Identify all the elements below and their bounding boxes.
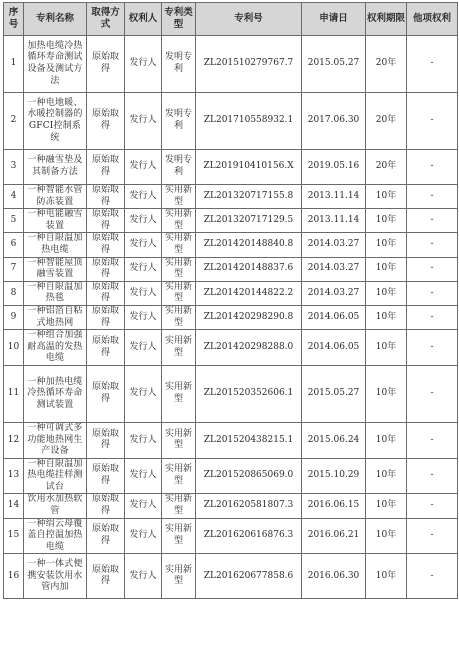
cell-date: 2019.05.16: [302, 150, 366, 185]
cell-no: 2: [4, 93, 24, 150]
cell-name: 一种加热电缆冷热循环寿命测试装置: [24, 365, 87, 422]
cell-type: 实用新型: [162, 554, 196, 599]
cell-name: 加热电缆冷热循环寿命测试设备及测试方法: [24, 36, 87, 93]
cell-other-rights: -: [407, 281, 458, 305]
cell-type: 实用新型: [162, 458, 196, 494]
cell-patent-no: ZL201420298288.0: [196, 330, 302, 366]
cell-type: 实用新型: [162, 185, 196, 209]
cell-type: 发明专利: [162, 93, 196, 150]
cell-type: 实用新型: [162, 365, 196, 422]
cell-holder: 发行人: [125, 518, 162, 554]
cell-acquisition: 原始取得: [87, 518, 125, 554]
cell-term: 10年: [366, 305, 407, 329]
cell-holder: 发行人: [125, 257, 162, 281]
cell-acquisition: 原始取得: [87, 281, 125, 305]
cell-term: 10年: [366, 209, 407, 233]
cell-acquisition: 原始取得: [87, 305, 125, 329]
cell-holder: 发行人: [125, 36, 162, 93]
cell-name: 一种铝箔自粘式地热网: [24, 305, 87, 329]
cell-other-rights: -: [407, 233, 458, 257]
cell-date: 2017.06.30: [302, 93, 366, 150]
cell-name: 一种自限温加热毯: [24, 281, 87, 305]
header-type: 专利类型: [162, 3, 196, 36]
cell-other-rights: -: [407, 494, 458, 518]
cell-term: 10年: [366, 458, 407, 494]
cell-type: 实用新型: [162, 305, 196, 329]
cell-term: 20年: [366, 93, 407, 150]
cell-acquisition: 原始取得: [87, 494, 125, 518]
table-header-row: [4, 3, 458, 36]
header-term: 权利期限: [366, 3, 407, 36]
table-row: [4, 36, 458, 93]
cell-patent-no: ZL201510279767.7: [196, 36, 302, 93]
cell-date: 2016.06.30: [302, 554, 366, 599]
cell-name: 一种绢云母覆盖自控温加热电缆: [24, 518, 87, 554]
cell-holder: 发行人: [125, 458, 162, 494]
cell-term: 20年: [366, 36, 407, 93]
table-row: [4, 233, 458, 257]
table-row: [4, 150, 458, 185]
cell-patent-no: ZL201320717155.8: [196, 185, 302, 209]
table-row: [4, 330, 458, 366]
cell-holder: 发行人: [125, 150, 162, 185]
cell-no: 5: [4, 209, 24, 233]
cell-type: 实用新型: [162, 281, 196, 305]
cell-patent-no: ZL201520438215.1: [196, 422, 302, 458]
cell-name: 一种电地暖、水暖控制器的GFCI控制系统: [24, 93, 87, 150]
cell-patent-no: ZL201910410156.X: [196, 150, 302, 185]
table-row: [4, 554, 458, 599]
cell-patent-no: ZL201710558932.1: [196, 93, 302, 150]
cell-no: 10: [4, 330, 24, 366]
cell-other-rights: -: [407, 150, 458, 185]
cell-other-rights: -: [407, 257, 458, 281]
header-other-rights: 他项权利: [407, 3, 458, 36]
cell-acquisition: 原始取得: [87, 330, 125, 366]
cell-term: 10年: [366, 518, 407, 554]
cell-date: 2014.03.27: [302, 281, 366, 305]
cell-date: 2015.05.27: [302, 365, 366, 422]
cell-holder: 发行人: [125, 185, 162, 209]
cell-acquisition: 原始取得: [87, 36, 125, 93]
cell-patent-no: ZL201420148840.8: [196, 233, 302, 257]
cell-other-rights: -: [407, 458, 458, 494]
cell-patent-no: ZL201420298290.8: [196, 305, 302, 329]
header-date: 申请日: [302, 3, 366, 36]
cell-other-rights: -: [407, 422, 458, 458]
cell-no: 15: [4, 518, 24, 554]
cell-no: 7: [4, 257, 24, 281]
cell-date: 2015.05.27: [302, 36, 366, 93]
cell-other-rights: -: [407, 93, 458, 150]
cell-patent-no: ZL201420148837.6: [196, 257, 302, 281]
cell-other-rights: -: [407, 330, 458, 366]
cell-name: 一种组合加强耐高温的发热电缆: [24, 330, 87, 366]
cell-acquisition: 原始取得: [87, 422, 125, 458]
cell-term: 10年: [366, 185, 407, 209]
header-holder: 权利人: [125, 3, 162, 36]
cell-acquisition: 原始取得: [87, 233, 125, 257]
cell-patent-no: ZL201620677858.6: [196, 554, 302, 599]
cell-acquisition: 原始取得: [87, 257, 125, 281]
cell-acquisition: 原始取得: [87, 209, 125, 233]
cell-type: 实用新型: [162, 494, 196, 518]
cell-no: 8: [4, 281, 24, 305]
cell-acquisition: 原始取得: [87, 554, 125, 599]
cell-patent-no: ZL201420144822.2: [196, 281, 302, 305]
cell-patent-no: ZL201320717129.5: [196, 209, 302, 233]
cell-acquisition: 原始取得: [87, 150, 125, 185]
cell-term: 10年: [366, 494, 407, 518]
cell-name: 一种融雪垫及其制备方法: [24, 150, 87, 185]
cell-holder: 发行人: [125, 281, 162, 305]
cell-no: 12: [4, 422, 24, 458]
cell-other-rights: -: [407, 365, 458, 422]
cell-term: 10年: [366, 257, 407, 281]
table-row: [4, 458, 458, 494]
cell-term: 20年: [366, 150, 407, 185]
cell-name: 一种一体式便携安装饮用水管内加: [24, 554, 87, 599]
cell-patent-no: ZL201620616876.3: [196, 518, 302, 554]
table-row: [4, 305, 458, 329]
cell-no: 3: [4, 150, 24, 185]
cell-date: 2014.06.05: [302, 305, 366, 329]
cell-no: 13: [4, 458, 24, 494]
header-no: 序号: [4, 3, 24, 36]
cell-date: 2014.03.27: [302, 257, 366, 281]
cell-patent-no: ZL201620581807.3: [196, 494, 302, 518]
cell-other-rights: -: [407, 185, 458, 209]
header-patent-no: 专利号: [196, 3, 302, 36]
cell-no: 16: [4, 554, 24, 599]
cell-other-rights: -: [407, 554, 458, 599]
table-body: [4, 36, 458, 599]
cell-date: 2014.06.05: [302, 330, 366, 366]
cell-type: 发明专利: [162, 36, 196, 93]
cell-name: 一种自限温加热电缆挂样测试台: [24, 458, 87, 494]
cell-no: 4: [4, 185, 24, 209]
cell-holder: 发行人: [125, 330, 162, 366]
cell-term: 10年: [366, 233, 407, 257]
cell-date: 2015.10.29: [302, 458, 366, 494]
cell-date: 2016.06.15: [302, 494, 366, 518]
cell-no: 1: [4, 36, 24, 93]
cell-term: 10年: [366, 365, 407, 422]
cell-other-rights: -: [407, 305, 458, 329]
cell-holder: 发行人: [125, 365, 162, 422]
cell-holder: 发行人: [125, 554, 162, 599]
cell-name: 一种自限温加热电缆: [24, 233, 87, 257]
table-row: [4, 518, 458, 554]
cell-holder: 发行人: [125, 422, 162, 458]
cell-holder: 发行人: [125, 209, 162, 233]
patent-table: [3, 2, 458, 599]
cell-term: 10年: [366, 281, 407, 305]
cell-term: 10年: [366, 422, 407, 458]
cell-other-rights: -: [407, 36, 458, 93]
cell-name: 一种智能屋顶融雪装置: [24, 257, 87, 281]
cell-holder: 发行人: [125, 93, 162, 150]
cell-acquisition: 原始取得: [87, 458, 125, 494]
table-row: [4, 257, 458, 281]
cell-patent-no: ZL201520352606.1: [196, 365, 302, 422]
cell-type: 发明专利: [162, 150, 196, 185]
cell-type: 实用新型: [162, 257, 196, 281]
cell-date: 2013.11.14: [302, 185, 366, 209]
cell-date: 2013.11.14: [302, 209, 366, 233]
cell-name: 一种可调式多功能地热网生产设备: [24, 422, 87, 458]
header-name: 专利名称: [24, 3, 87, 36]
cell-patent-no: ZL201520865069.0: [196, 458, 302, 494]
cell-type: 实用新型: [162, 422, 196, 458]
cell-type: 实用新型: [162, 233, 196, 257]
table-row: [4, 494, 458, 518]
cell-no: 6: [4, 233, 24, 257]
table-row: [4, 281, 458, 305]
cell-no: 14: [4, 494, 24, 518]
table-row: [4, 185, 458, 209]
cell-holder: 发行人: [125, 305, 162, 329]
cell-holder: 发行人: [125, 233, 162, 257]
cell-other-rights: -: [407, 209, 458, 233]
cell-acquisition: 原始取得: [87, 185, 125, 209]
cell-other-rights: -: [407, 518, 458, 554]
cell-name: 一种智能水管防冻装置: [24, 185, 87, 209]
table-row: [4, 93, 458, 150]
cell-date: 2016.06.21: [302, 518, 366, 554]
cell-type: 实用新型: [162, 518, 196, 554]
cell-acquisition: 原始取得: [87, 365, 125, 422]
table-row: [4, 422, 458, 458]
table-row: [4, 365, 458, 422]
header-acquisition: 取得方式: [87, 3, 125, 36]
cell-date: 2015.06.24: [302, 422, 366, 458]
cell-date: 2014.03.27: [302, 233, 366, 257]
cell-no: 11: [4, 365, 24, 422]
table-row: [4, 209, 458, 233]
cell-type: 实用新型: [162, 209, 196, 233]
cell-name: 饮用水加热软管: [24, 494, 87, 518]
cell-acquisition: 原始取得: [87, 93, 125, 150]
cell-type: 实用新型: [162, 330, 196, 366]
cell-term: 10年: [366, 330, 407, 366]
cell-holder: 发行人: [125, 494, 162, 518]
cell-name: 一种电能融雪装置: [24, 209, 87, 233]
cell-no: 9: [4, 305, 24, 329]
cell-term: 10年: [366, 554, 407, 599]
